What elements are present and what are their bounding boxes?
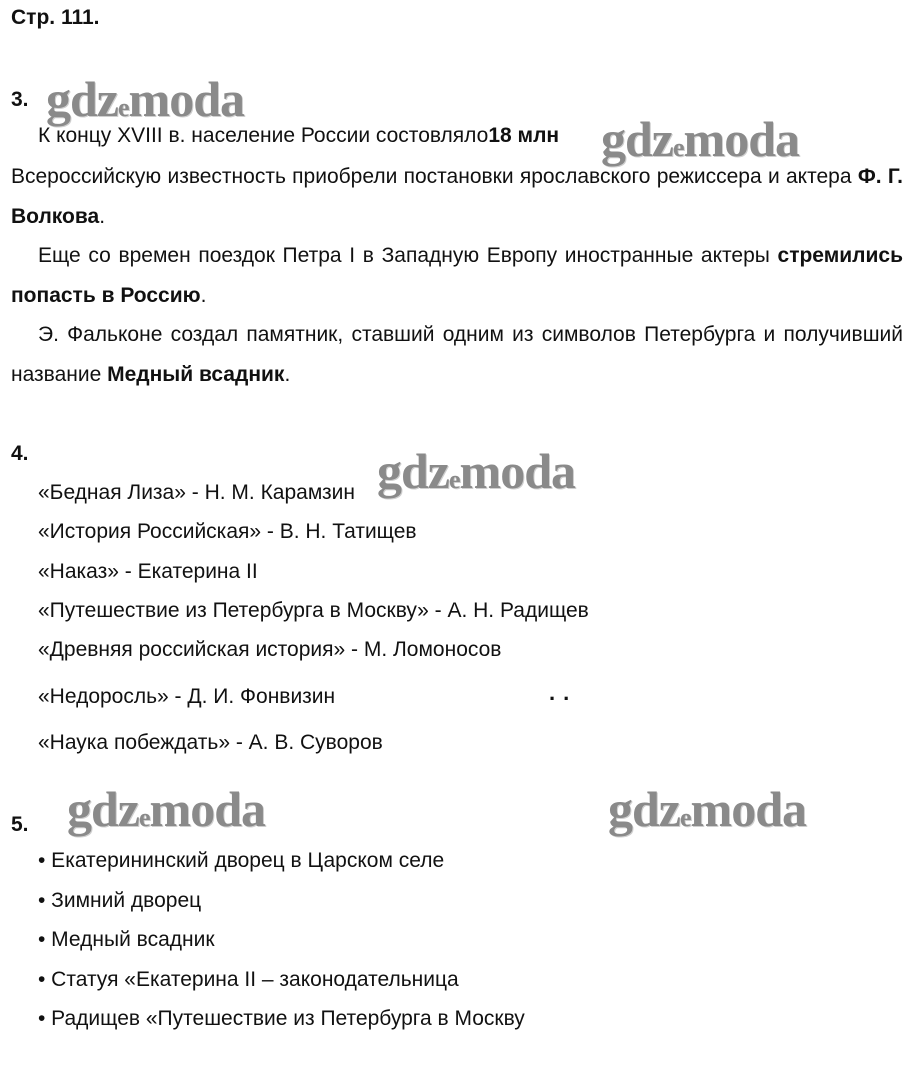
page-label: Стр. 111. (11, 6, 100, 29)
task-5-item: • Медный всадник (38, 928, 215, 951)
task-5-item: • Екатерининский дворец в Царском селе (38, 849, 445, 872)
task-3-p2-text: Всероссийскую известность приобрели постановки ярославского режиссера и актера (11, 165, 858, 188)
task-3-p2-bold: Ф. Г. Волкова (11, 165, 903, 228)
task-3-p1-text: К концу XVIII в. население России состовляло (38, 124, 489, 147)
task-3-p4-end: . (284, 362, 291, 386)
watermark-logo: gdzemoda (67, 781, 266, 837)
task-4-item: «Недоросль» - Д. И. Фонвизин (38, 685, 336, 708)
watermark-logo: gdzemoda (608, 781, 807, 837)
task-4-item: «Путешествие из Петербурга в Москву» - А. Н. Радищев (38, 599, 589, 622)
task-5-item: • Статуя «Екатерина II – законодательница (38, 968, 459, 991)
task-3-paragraph-4 (11, 315, 903, 394)
watermark-logo: gdzemoda (601, 111, 800, 167)
watermark-logo: gdzemoda (46, 71, 245, 127)
watermark-logo: gdzemoda (377, 443, 576, 499)
stray-marks: .. (549, 680, 578, 705)
task-3-paragraph-3 (11, 236, 903, 315)
task-4-item: «Древняя российская история» - М. Ломоносов (38, 638, 502, 661)
task-3-p3-end: . (200, 283, 207, 307)
task-3-p3-text: Еще со времен поездок Петра I в Западную Европу иностранные актеры (38, 244, 778, 267)
task-3-paragraph-2 (11, 157, 903, 236)
task-4-number: 4. (11, 442, 29, 465)
task-5-number: 5. (11, 813, 29, 836)
task-3-p2-end: . (99, 204, 106, 228)
task-4-item: «История Российская» - В. Н. Татищев (38, 520, 417, 543)
task-3-number: 3. (11, 88, 29, 111)
task-5-item: • Радищев «Путешествие из Петербурга в Москву (38, 1007, 525, 1030)
task-4-item: «Наука побеждать» - А. В. Суворов (38, 731, 383, 754)
task-4-item: «Бедная Лиза» - Н. М. Карамзин (38, 481, 355, 504)
task-3-p4-text: Э. Фальконе создал памятник, ставший одним из символов Петербурга и получивший название (11, 323, 903, 386)
task-3-p4-bold: Медный всадник (107, 362, 285, 386)
task-3-p3-bold: стремились попасть в Россию (11, 244, 903, 307)
task-4-item: «Наказ» - Екатерина II (38, 560, 258, 583)
task-5-item: • Зимний дворец (38, 889, 202, 912)
task-3-p1-bold: 18 млн (488, 124, 560, 147)
